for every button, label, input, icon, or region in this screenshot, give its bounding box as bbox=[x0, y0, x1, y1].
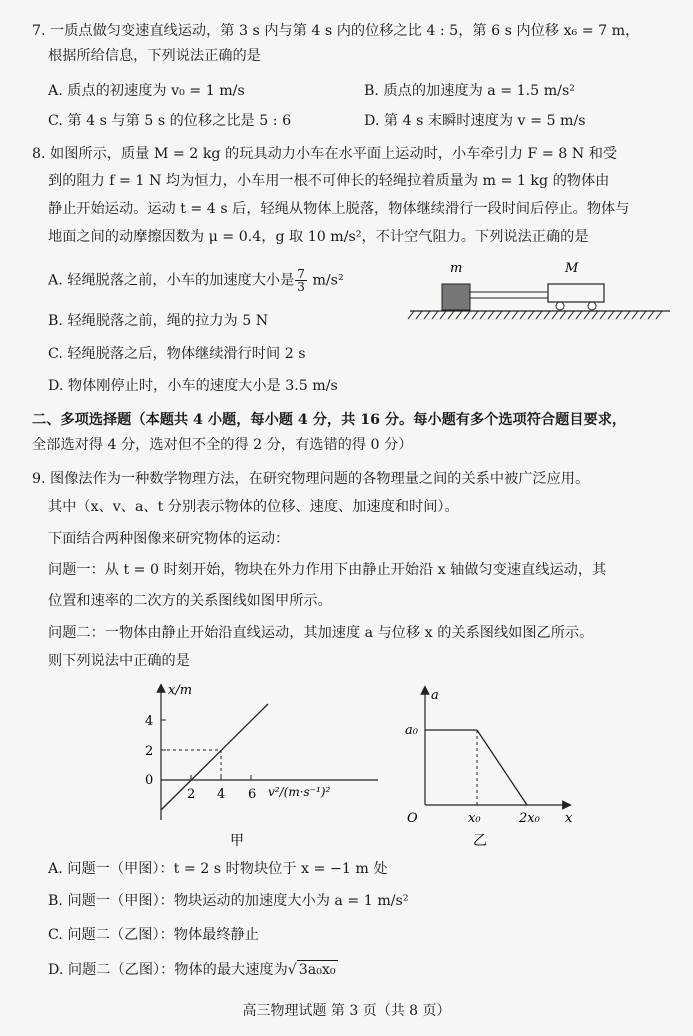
section2-line1: 二、多项选择题（本题共 4 小题，每小题 4 分，共 16 分。每小题有多个选项符合题目要求， bbox=[32, 412, 627, 428]
cart-wheel-left bbox=[556, 302, 564, 310]
q8-option-a bbox=[48, 268, 344, 293]
block-m bbox=[442, 284, 470, 310]
q9-option-d bbox=[48, 960, 338, 979]
ground-hatch-mark bbox=[592, 311, 598, 319]
q8-option-a-unit: m/s² bbox=[312, 272, 344, 289]
jia-xtick-2: 2 bbox=[187, 787, 196, 802]
q8-option-c: C. 轻绳脱落之后，物体继续滑行时间 2 s bbox=[48, 346, 306, 362]
jia-x-label: v²/(m·s⁻¹)² bbox=[268, 785, 331, 799]
q7-stem-line2: 根据所给信息，下列说法正确的是 bbox=[48, 48, 261, 64]
fraction bbox=[295, 268, 307, 293]
ground-hatch-mark bbox=[504, 311, 510, 319]
yi-xtick-2x0: 2x₀ bbox=[519, 811, 540, 826]
q9-option-b: B. 问题一（甲图）：物块运动的加速度大小为 a = 1 m/s² bbox=[48, 893, 409, 909]
yi-y-label: a bbox=[431, 688, 439, 703]
q7-option-c: C. 第 4 s 与第 5 s 的位移之比是 5 : 6 bbox=[48, 113, 292, 129]
ground-hatch-mark bbox=[600, 311, 606, 319]
jia-xtick-4: 4 bbox=[217, 787, 226, 802]
figure-jia bbox=[128, 680, 378, 850]
q7-option-d: D. 第 4 s 末瞬时速度为 v = 5 m/s bbox=[364, 113, 586, 129]
cart-mass-label: M bbox=[565, 261, 579, 276]
ground-hatch-mark bbox=[640, 311, 646, 319]
q8-option-a-text: A. 轻绳脱落之前，小车的加速度大小是 bbox=[48, 272, 295, 289]
jia-y-label: x/m bbox=[168, 683, 193, 698]
yi-caption: 乙 bbox=[473, 833, 487, 849]
ground-hatch-mark bbox=[648, 311, 654, 319]
ground-hatch-mark bbox=[552, 311, 558, 319]
yi-ytick-a0: a₀ bbox=[405, 723, 418, 738]
q9-line1: 9. 图像法作为一种数学物理方法，在研究物理问题的各物理量之间的关系中被广泛应用。 bbox=[32, 471, 590, 487]
ground-hatch-mark bbox=[456, 311, 462, 319]
fraction-numerator: 7 bbox=[297, 267, 305, 281]
ground-hatch bbox=[408, 311, 662, 319]
cart-body bbox=[548, 284, 604, 302]
jia-caption: 甲 bbox=[230, 833, 244, 849]
q9-option-d-text: D. 问题二（乙图）：物体的最大速度为 bbox=[48, 962, 288, 978]
q7-option-a: A. 质点的初速度为 v₀ = 1 m/s bbox=[48, 83, 245, 99]
ground-hatch-mark bbox=[432, 311, 438, 319]
ground-hatch-mark bbox=[496, 311, 502, 319]
ground-hatch-mark bbox=[448, 311, 454, 319]
ground-hatch-mark bbox=[472, 311, 478, 319]
ground-hatch-mark bbox=[584, 311, 590, 319]
q7-stem-line1: 7. 一质点做匀变速直线运动，第 3 s 内与第 4 s 内的位移之比 4 : 5，第 6 s 内位移 x₆ = 7 m， bbox=[32, 23, 640, 39]
jia-ytick-2: 2 bbox=[145, 744, 154, 759]
sqrt-sign: √ bbox=[287, 962, 297, 978]
q8-stem-line4: 地面之间的动摩擦因数为 μ = 0.4，g 取 10 m/s²，不计空气阻力。下列说法正确的是 bbox=[48, 229, 589, 245]
cart-wheel-right bbox=[588, 302, 596, 310]
ground-hatch-mark bbox=[568, 311, 574, 319]
q9-line4: 问题一：从 t = 0 时刻开始，物块在外力作用下由静止开始沿 x 轴做匀变速直线运动，其 bbox=[48, 562, 607, 578]
q9-line6: 问题二：一物体由静止开始沿直线运动，其加速度 a 与位移 x 的关系图线如图乙所示。 bbox=[48, 625, 594, 641]
q9-option-a: A. 问题一（甲图）：t = 2 s 时物块位于 x = −1 m 处 bbox=[48, 861, 388, 877]
ground-hatch-mark bbox=[512, 311, 518, 319]
q9-line2: 其中（x、v、a、t 分别表示物体的位移、速度、加速度和时间）。 bbox=[48, 499, 459, 515]
yi-origin: O bbox=[407, 811, 418, 826]
ground-hatch-mark bbox=[440, 311, 446, 319]
ground-hatch-mark bbox=[416, 311, 422, 319]
page-footer: 高三物理试题 第 3 页（共 8 页） bbox=[242, 1003, 451, 1019]
yi-x-label: x bbox=[565, 811, 573, 826]
sqrt-radicand: 3a₀x₀ bbox=[298, 962, 336, 978]
ground-hatch-mark bbox=[576, 311, 582, 319]
jia-ytick-0: 0 bbox=[145, 773, 154, 788]
q9-line7: 则下列说法中正确的是 bbox=[48, 653, 190, 669]
q8-stem-line2: 到的阻力 f = 1 N 均为恒力，小车用一根不可伸长的轻绳拉着质量为 m = 1 kg 的物体由 bbox=[48, 173, 610, 189]
q9-option-c: C. 问题二（乙图）：物体最终静止 bbox=[48, 927, 259, 943]
ground-hatch-mark bbox=[536, 311, 542, 319]
q8-stem-line3: 静止开始运动。运动 t = 4 s 后，轻绳从物体上脱落，物体继续滑行一段时间后停止。物体与 bbox=[48, 201, 630, 217]
q9-line5: 位置和速率的二次方的关系图线如图甲所示。 bbox=[48, 593, 332, 609]
jia-ytick-4: 4 bbox=[145, 714, 154, 729]
ground-hatch-mark bbox=[488, 311, 494, 319]
ground-hatch-mark bbox=[616, 311, 622, 319]
q9-line3: 下面结合两种图像来研究物体的运动： bbox=[48, 531, 290, 547]
ground-hatch-mark bbox=[608, 311, 614, 319]
ground-hatch-mark bbox=[544, 311, 550, 319]
yi-decreasing-segment bbox=[477, 730, 527, 805]
q8-option-b: B. 轻绳脱落之前，绳的拉力为 5 N bbox=[48, 313, 269, 329]
q8-stem-line1: 8. 如图所示，质量 M = 2 kg 的玩具动力小车在水平面上运动时，小车牵引力 F = 8 N 和受 bbox=[32, 146, 618, 162]
ground-hatch-mark bbox=[632, 311, 638, 319]
fraction-denominator: 3 bbox=[297, 280, 305, 294]
ground-hatch-mark bbox=[480, 311, 486, 319]
q8-option-d: D. 物体刚停止时，小车的速度大小是 3.5 m/s bbox=[48, 378, 338, 394]
ground-hatch-mark bbox=[464, 311, 470, 319]
jia-xtick-6: 6 bbox=[248, 787, 257, 802]
ground-hatch-mark bbox=[560, 311, 566, 319]
q8-figure bbox=[400, 258, 675, 326]
ground-hatch-mark bbox=[656, 311, 662, 319]
ground-hatch-mark bbox=[520, 311, 526, 319]
yi-xtick-x0: x₀ bbox=[468, 811, 481, 826]
block-mass-label: m bbox=[450, 261, 463, 276]
ground-hatch-mark bbox=[624, 311, 630, 319]
q7-option-b: B. 质点的加速度为 a = 1.5 m/s² bbox=[364, 83, 575, 99]
ground-hatch-mark bbox=[424, 311, 430, 319]
figure-yi bbox=[395, 685, 595, 850]
ground-hatch-mark bbox=[408, 311, 414, 319]
ground-hatch-mark bbox=[528, 311, 534, 319]
section2-line2: 全部选对得 4 分，选对但不全的得 2 分，有选错的得 0 分） bbox=[32, 437, 413, 453]
